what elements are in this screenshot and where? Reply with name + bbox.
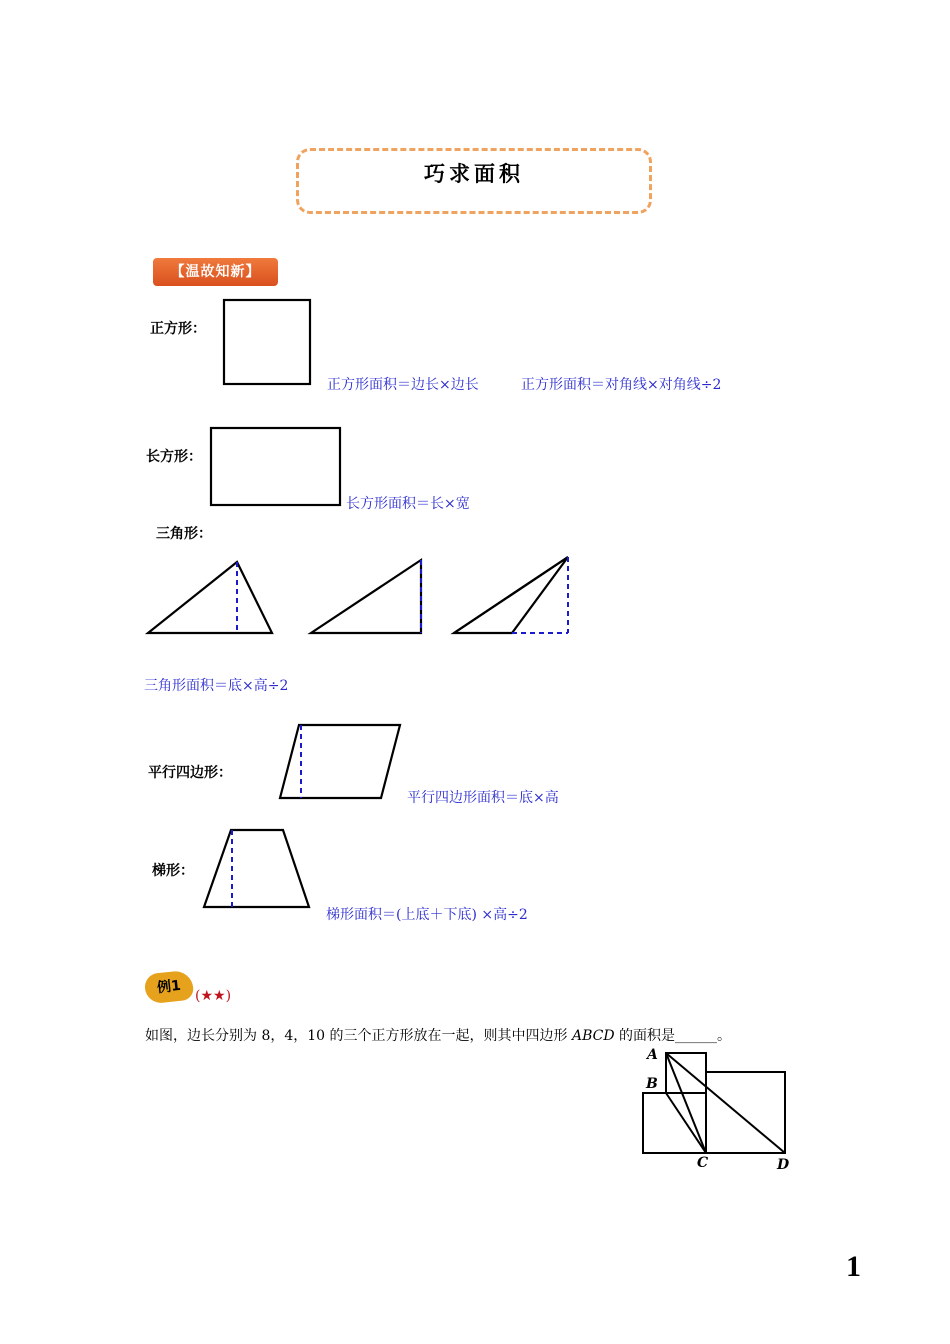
section-tag: 【温故知新】	[153, 258, 278, 286]
rectangle-label: 长方形：	[146, 449, 202, 465]
parallelogram-label: 平行四边形：	[148, 765, 232, 781]
point-d-label: D	[777, 1157, 790, 1173]
square-label: 正方形：	[150, 321, 206, 337]
square-10	[706, 1072, 785, 1153]
parallelogram-shape	[280, 725, 400, 798]
trapezoid-shape	[204, 830, 309, 907]
point-a-label: A	[647, 1047, 658, 1063]
rectangle-shape	[211, 428, 340, 505]
page-number: 1	[846, 1250, 861, 1283]
trapezoid-label: 梯形：	[152, 863, 194, 879]
problem-text-end: 的面积是______。	[614, 1028, 732, 1044]
triangle-shape-2	[311, 560, 421, 633]
triangle-label: 三角形：	[156, 526, 212, 542]
triangle-shape-1	[148, 562, 272, 633]
trapezoid-formula: 梯形面积＝(上底＋下底) ×高÷2	[326, 907, 528, 923]
point-b-label: B	[646, 1076, 658, 1092]
segment-ad	[666, 1053, 785, 1153]
square-formula-1: 正方形面积＝边长×边长	[327, 377, 479, 393]
rectangle-formula: 长方形面积＝长×宽	[346, 496, 470, 512]
example-badge: 例1	[144, 970, 195, 1005]
quadrilateral-name: ABCD	[571, 1028, 615, 1044]
square-shape	[224, 300, 310, 384]
difficulty-stars: (★★)	[195, 988, 232, 1004]
example-figure	[643, 1053, 785, 1153]
square-formula-2: 正方形面积＝对角线×对角线÷2	[521, 377, 722, 393]
triangle-3-side	[454, 557, 568, 633]
parallelogram-formula: 平行四边形面积＝底×高	[407, 790, 559, 806]
problem-text-start: 如图，边长分别为 8，4，10 的三个正方形放在一起，则其中四边形	[145, 1028, 572, 1044]
square-8	[643, 1093, 706, 1153]
page-title: 巧求面积	[424, 161, 524, 186]
problem-text	[145, 1025, 731, 1045]
triangle-formula: 三角形面积＝底×高÷2	[144, 678, 289, 694]
point-c-label: C	[697, 1155, 709, 1171]
